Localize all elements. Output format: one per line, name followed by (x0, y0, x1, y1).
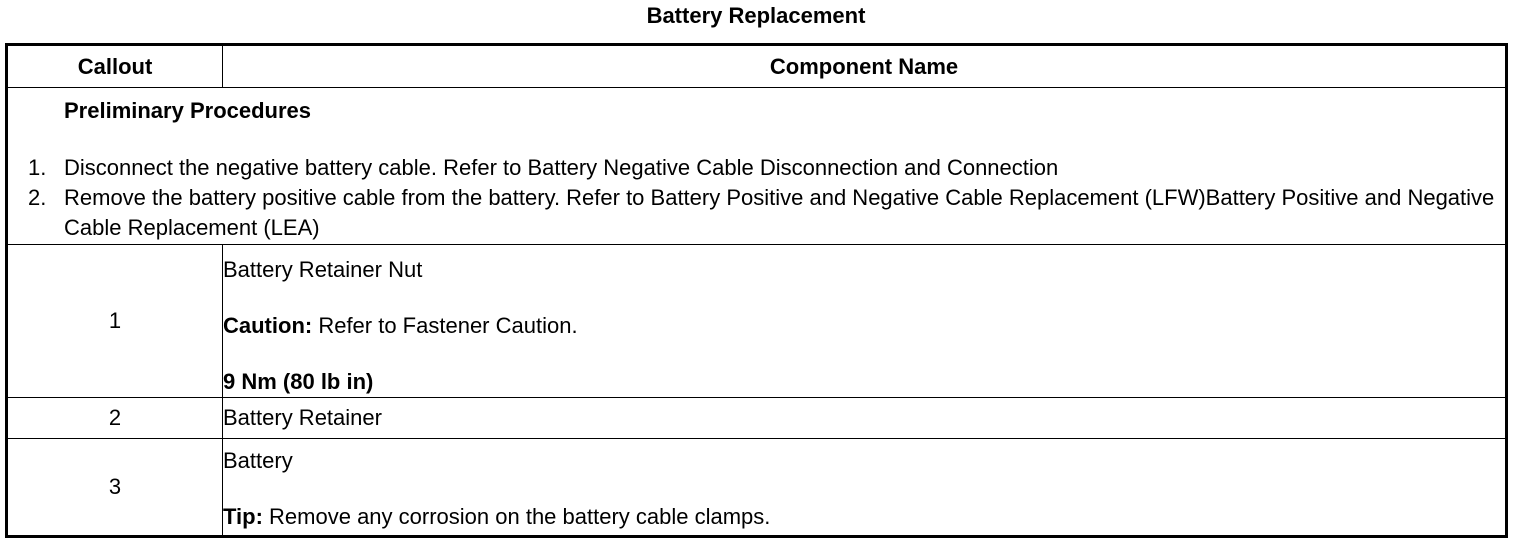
component-cell (223, 439, 1507, 537)
component-table (5, 43, 1508, 538)
preliminary-steps (8, 153, 1505, 243)
preliminary-cell (7, 88, 1507, 245)
step-text: Remove the battery positive cable from the battery. Refer to Battery Positive and Negative Cable Replacement (LFW)Battery Positive and Negative Cable Replacement (LEA) (64, 185, 1495, 240)
step-item (8, 153, 1505, 183)
component-name: Battery (223, 448, 293, 473)
step-number: 2. (28, 185, 47, 210)
tip-label: Tip: (223, 504, 263, 529)
caution-label: Caution: (223, 313, 313, 338)
torque-spec: 9 Nm (80 lb in) (223, 369, 374, 394)
preliminary-row (7, 88, 1507, 245)
header-callout: Callout (7, 45, 223, 88)
component-cell (223, 245, 1507, 398)
table-header-row (7, 45, 1507, 88)
step-number: 1. (28, 155, 47, 180)
table-row (7, 398, 1507, 439)
tip-text: Remove any corrosion on the battery cable clamps. (262, 504, 771, 529)
callout-number: 1 (7, 245, 223, 398)
caution-text: Refer to Fastener Caution. (312, 313, 578, 338)
page-title: Battery Replacement (646, 3, 866, 28)
component-name: Battery Retainer Nut (223, 257, 423, 282)
header-component-name: Component Name (223, 45, 1507, 88)
callout-number: 3 (7, 439, 223, 537)
tip-note (223, 504, 1505, 530)
preliminary-heading: Preliminary Procedures (64, 98, 312, 123)
component-name: Battery Retainer (223, 398, 1507, 439)
table-row (7, 439, 1507, 537)
callout-number: 2 (7, 398, 223, 439)
caution-note (223, 313, 1505, 339)
step-item (8, 183, 1505, 243)
step-text: Disconnect the negative battery cable. Refer to Battery Negative Cable Disconnection and Connection (64, 155, 1059, 180)
table-row (7, 245, 1507, 398)
